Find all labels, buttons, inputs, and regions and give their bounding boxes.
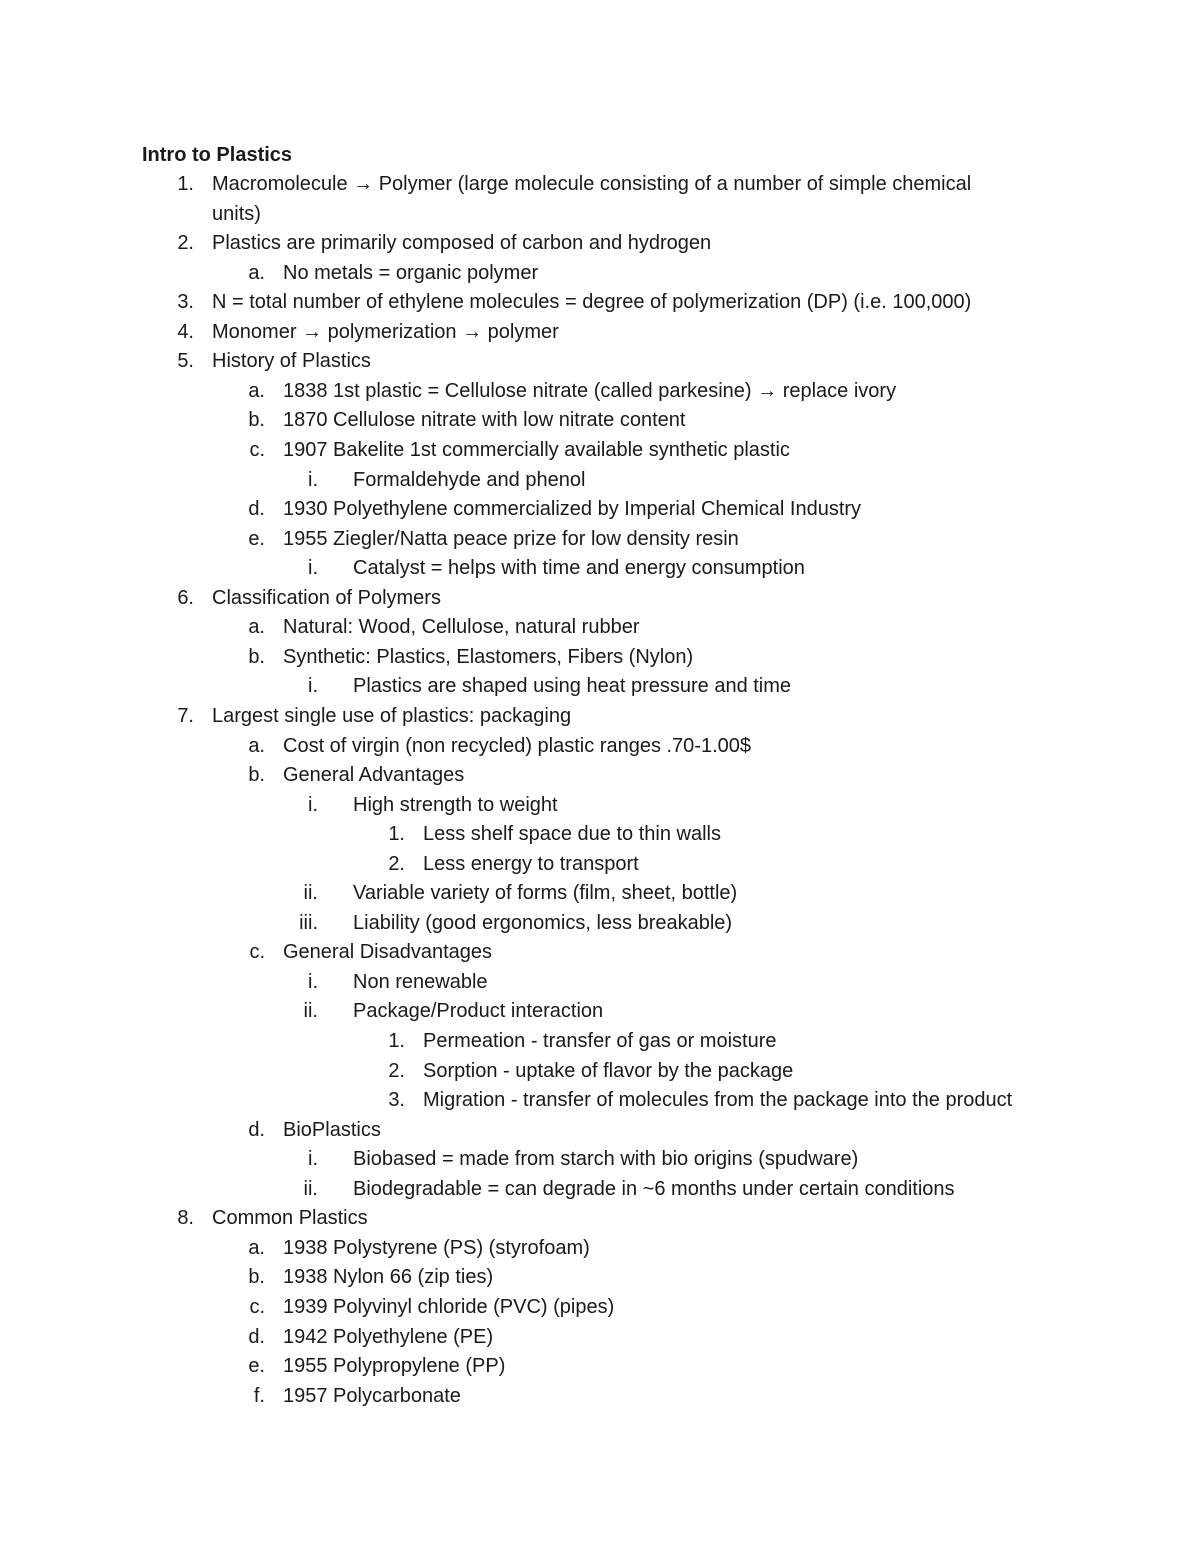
list-marker: i. — [308, 793, 318, 816]
outline-item — [0, 405, 1200, 435]
item-text: BioPlastics — [283, 1118, 381, 1141]
outline-item — [0, 287, 1200, 317]
list-marker: c. — [249, 941, 265, 964]
list-marker: 4. — [177, 320, 194, 343]
item-text: High strength to weight — [353, 793, 558, 816]
outline-item — [0, 1203, 1200, 1233]
outline-item — [0, 258, 1200, 288]
list-marker: i. — [308, 1148, 318, 1171]
outline-item — [0, 937, 1200, 967]
item-text: Common Plastics — [212, 1207, 368, 1230]
list-marker: 2. — [388, 852, 405, 875]
item-text: Non renewable — [353, 970, 488, 993]
outline-item — [0, 228, 1200, 258]
item-text: 1955 Ziegler/Natta peace prize for low density resin — [283, 527, 739, 550]
item-text: 1907 Bakelite 1st commercially available synthetic plastic — [283, 438, 790, 461]
outline-item — [0, 701, 1200, 731]
list-marker: d. — [248, 1118, 265, 1141]
list-marker: a. — [248, 616, 265, 639]
outline-item — [0, 731, 1200, 761]
outline-item — [0, 1351, 1200, 1381]
item-text: Permeation - transfer of gas or moisture — [423, 1030, 777, 1052]
list-marker: 1. — [177, 173, 194, 195]
list-marker: i. — [308, 675, 318, 698]
list-marker: a. — [248, 1236, 265, 1259]
list-marker: d. — [248, 498, 265, 521]
item-text: Less shelf space due to thin walls — [423, 823, 721, 846]
item-text: Formaldehyde and phenol — [353, 468, 586, 491]
list-marker: 8. — [177, 1207, 194, 1230]
outline-item — [0, 317, 1200, 347]
outline-item — [0, 524, 1200, 554]
item-text: Biodegradable = can degrade in ~6 months under certain conditions — [353, 1177, 955, 1200]
item-text: Natural: Wood, Cellulose, natural rubber — [283, 616, 640, 639]
outline-item — [0, 1292, 1200, 1322]
list-marker: ii. — [303, 882, 318, 905]
list-marker: e. — [248, 1355, 265, 1377]
outline-item — [0, 642, 1200, 672]
item-text: Plastics are primarily composed of carbon and hydrogen — [212, 232, 712, 255]
outline-item — [0, 169, 1200, 199]
item-text: Cost of virgin (non recycled) plastic ranges .70-1.00$ — [283, 734, 752, 757]
outline-item — [0, 908, 1200, 938]
list-marker: ii. — [303, 1000, 318, 1023]
item-text: Variable variety of forms (film, sheet, bottle) — [353, 882, 738, 905]
outline-item — [0, 967, 1200, 997]
item-text: 1939 Polyvinyl chloride (PVC) (pipes) — [283, 1295, 615, 1318]
list-marker: 1. — [388, 823, 405, 846]
outline-item — [0, 790, 1200, 820]
outline-item — [0, 1026, 1200, 1056]
item-text: History of Plastics — [212, 350, 371, 373]
outline-item — [0, 553, 1200, 583]
outline-item — [0, 583, 1200, 613]
list-marker: b. — [248, 764, 265, 786]
list-marker: ii. — [303, 1177, 318, 1200]
outline-item — [0, 494, 1200, 524]
item-text: Macromolecule → Polymer (large molecule consisting of a number of simple chemical — [212, 173, 972, 195]
list-marker: i. — [308, 468, 318, 491]
outline-item — [0, 819, 1200, 849]
list-marker: c. — [249, 1295, 265, 1318]
item-text: 1938 Nylon 66 (zip ties) — [283, 1266, 494, 1289]
item-text: Monomer → polymerization → polymer — [212, 320, 559, 343]
item-text: 1957 Polycarbonate — [283, 1384, 461, 1407]
item-text: Liability (good ergonomics, less breakable) — [353, 911, 733, 934]
list-marker: e. — [248, 527, 265, 550]
list-marker: 3. — [177, 291, 194, 314]
item-text: 1942 Polyethylene (PE) — [283, 1325, 494, 1348]
outline-item — [0, 376, 1200, 406]
item-text: Biobased = made from starch with bio origins (spudware) — [353, 1148, 859, 1171]
outline-item — [0, 1056, 1200, 1086]
item-text: Package/Product interaction — [353, 1000, 604, 1023]
outline-item — [0, 849, 1200, 879]
item-text: units) — [212, 202, 261, 225]
item-text: No metals = organic polymer — [283, 261, 539, 284]
item-text: General Disadvantages — [283, 941, 493, 964]
document-title: Intro to Plastics — [142, 144, 293, 166]
outline-item — [0, 199, 1200, 229]
list-marker: 2. — [177, 232, 194, 255]
list-marker: f. — [253, 1384, 265, 1407]
outline-item — [0, 612, 1200, 642]
list-marker: d. — [248, 1325, 265, 1348]
outline-item — [0, 346, 1200, 376]
list-marker: 2. — [388, 1059, 405, 1082]
outline-item — [0, 1144, 1200, 1174]
item-text: Less energy to transport — [423, 852, 639, 875]
list-marker: i. — [308, 557, 318, 580]
list-marker: i. — [308, 970, 318, 993]
list-marker: iii. — [299, 911, 318, 934]
outline-item — [0, 1233, 1200, 1263]
item-text: 1955 Polypropylene (PP) — [283, 1355, 506, 1377]
outline-item — [0, 996, 1200, 1026]
list-marker: a. — [248, 379, 265, 402]
list-marker: 6. — [177, 586, 194, 609]
item-text: Sorption - uptake of flavor by the package — [423, 1059, 794, 1082]
outline-item — [0, 435, 1200, 465]
list-marker: 5. — [177, 350, 194, 373]
list-marker: b. — [248, 409, 265, 432]
item-text: 1938 Polystyrene (PS) (styrofoam) — [283, 1236, 590, 1259]
item-text: 1870 Cellulose nitrate with low nitrate content — [283, 409, 686, 432]
item-text: Plastics are shaped using heat pressure and time — [353, 675, 792, 698]
list-marker: b. — [248, 645, 265, 668]
outline-item — [0, 878, 1200, 908]
list-marker: 3. — [388, 1089, 405, 1112]
outline-item — [0, 760, 1200, 790]
list-marker: c. — [249, 438, 265, 461]
item-text: Classification of Polymers — [212, 586, 441, 609]
item-text: Largest single use of plastics: packaging — [212, 704, 572, 727]
item-text: Catalyst = helps with time and energy consumption — [353, 557, 805, 580]
outline-item — [0, 1381, 1200, 1411]
list-marker: 7. — [177, 704, 194, 727]
item-text: Synthetic: Plastics, Elastomers, Fibers (Nylon) — [283, 645, 694, 668]
outline-item — [0, 1174, 1200, 1204]
item-text: General Advantages — [283, 764, 465, 786]
outline-item — [0, 465, 1200, 495]
outline-item — [0, 1085, 1200, 1115]
item-text: 1930 Polyethylene commercialized by Imperial Chemical Industry — [283, 498, 862, 521]
item-text: N = total number of ethylene molecules = degree of polymerization (DP) (i.e. 100,000) — [212, 291, 972, 314]
outline-item — [0, 1262, 1200, 1292]
item-text: Migration - transfer of molecules from the package into the product — [423, 1089, 1013, 1112]
outline-item — [0, 1322, 1200, 1352]
outline-item — [0, 671, 1200, 701]
list-marker: b. — [248, 1266, 265, 1289]
list-marker: a. — [248, 261, 265, 284]
list-marker: 1. — [388, 1030, 405, 1052]
list-marker: a. — [248, 734, 265, 757]
outline-item — [0, 1115, 1200, 1145]
item-text: 1838 1st plastic = Cellulose nitrate (called parkesine) → replace ivory — [283, 379, 897, 402]
